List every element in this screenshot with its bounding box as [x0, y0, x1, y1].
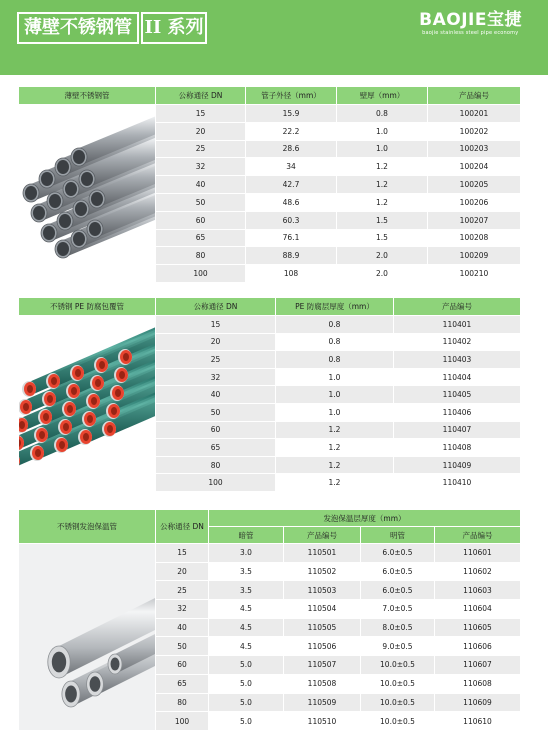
table-row [19, 105, 521, 123]
table-cell: 10.0±0.5 [361, 712, 435, 731]
table-cell: 110607 [435, 656, 521, 675]
table-cell: 9.0±0.5 [361, 637, 435, 656]
table-cell: 110410 [394, 474, 521, 492]
table-cell: 48.6 [246, 193, 337, 211]
table-cell: 15.9 [246, 105, 337, 123]
table-cell: 110402 [394, 333, 521, 351]
table-cell: 20 [156, 122, 246, 140]
table-cell: 28.6 [246, 140, 337, 158]
table-cell: 110601 [435, 544, 521, 563]
table-cell: 100 [156, 712, 209, 731]
table-cell: 110403 [394, 351, 521, 369]
table-cell: 15 [156, 105, 246, 123]
table-cell: 0.8 [276, 333, 394, 351]
table-cell: 4.5 [209, 637, 284, 656]
table-cell: 110408 [394, 439, 521, 457]
table-cell: 3.0 [209, 544, 284, 563]
table-cell: 110602 [435, 562, 521, 581]
table-cell: 8.0±0.5 [361, 618, 435, 637]
table-cell: 50 [156, 403, 276, 421]
brand-tagline: baojie stainless steel pipe economy [422, 30, 519, 36]
table-cell: 100207 [428, 211, 521, 229]
table-cell: 1.0 [276, 368, 394, 386]
pe-coated-pipes-image [19, 319, 156, 487]
table-cell: 6.0±0.5 [361, 544, 435, 563]
column-header: 不锈钢发泡保温管 [19, 510, 156, 544]
table-cell: 110503 [284, 581, 361, 600]
table-cell: 100204 [428, 158, 521, 176]
table-cell: 5.0 [209, 656, 284, 675]
table-cell: 0.8 [276, 316, 394, 334]
column-header: 发泡保温层厚度（mm） [209, 510, 521, 527]
table-cell: 10.0±0.5 [361, 674, 435, 693]
table-cell: 100205 [428, 176, 521, 194]
table-cell: 15 [156, 316, 276, 334]
table-cell: 110510 [284, 712, 361, 731]
table-cell: 1.2 [337, 158, 428, 176]
table-cell: 110603 [435, 581, 521, 600]
table-cell: 5.0 [209, 693, 284, 712]
table-cell: 110506 [284, 637, 361, 656]
table-cell: 108 [246, 265, 337, 283]
table-cell: 22.2 [246, 122, 337, 140]
table-cell: 3.5 [209, 581, 284, 600]
table-cell: 100201 [428, 105, 521, 123]
table-cell: 110406 [394, 403, 521, 421]
table-cell: 100210 [428, 265, 521, 283]
table-cell: 100209 [428, 247, 521, 265]
table-cell: 110404 [394, 368, 521, 386]
table-cell: 100 [156, 265, 246, 283]
thin-wall-pipe-table [18, 86, 521, 283]
column-header: 产品编号 [428, 87, 521, 105]
table-cell: 6.0±0.5 [361, 562, 435, 581]
table-cell: 110504 [284, 600, 361, 619]
table-cell: 80 [156, 693, 209, 712]
table-cell: 110502 [284, 562, 361, 581]
table-cell: 110405 [394, 386, 521, 404]
product-image-cell [19, 544, 156, 731]
pe-coated-pipe-section [18, 297, 520, 492]
table-cell: 40 [156, 176, 246, 194]
column-subheader: 暗管 [209, 527, 284, 544]
table-cell: 20 [156, 562, 209, 581]
table-cell: 100208 [428, 229, 521, 247]
table-cell: 50 [156, 637, 209, 656]
table-cell: 25 [156, 140, 246, 158]
table-cell: 80 [156, 456, 276, 474]
table-cell: 1.2 [276, 439, 394, 457]
table-cell: 32 [156, 158, 246, 176]
table-cell: 110509 [284, 693, 361, 712]
series-title: II 系列 [141, 12, 207, 44]
column-header: 公称通径 DN [156, 87, 246, 105]
table-cell: 32 [156, 368, 276, 386]
page-header [0, 0, 548, 75]
table-cell: 50 [156, 193, 246, 211]
column-header: 公称通径 DN [156, 298, 276, 316]
table-cell: 6.0±0.5 [361, 581, 435, 600]
table-cell: 110407 [394, 421, 521, 439]
column-subheader: 产品编号 [435, 527, 521, 544]
table-cell: 0.8 [276, 351, 394, 369]
page-title: 薄壁不锈钢管 [17, 12, 139, 44]
column-header: 薄壁不锈钢管 [19, 87, 156, 105]
table-cell: 110401 [394, 316, 521, 334]
table-cell: 88.9 [246, 247, 337, 265]
table-cell: 32 [156, 600, 209, 619]
pe-coated-pipe-table [18, 297, 521, 492]
foam-insulated-pipes-image [19, 544, 156, 730]
table-cell: 60 [156, 211, 246, 229]
table-cell: 60.3 [246, 211, 337, 229]
table-cell: 2.0 [337, 265, 428, 283]
table-cell: 42.7 [246, 176, 337, 194]
column-header: PE 防腐层厚度（mm） [276, 298, 394, 316]
foam-insulated-pipe-table [18, 509, 521, 731]
table-cell: 110409 [394, 456, 521, 474]
table-cell: 40 [156, 618, 209, 637]
table-cell: 4.5 [209, 600, 284, 619]
column-subheader: 明管 [361, 527, 435, 544]
table-cell: 1.0 [276, 386, 394, 404]
table-cell: 2.0 [337, 247, 428, 265]
table-cell: 10.0±0.5 [361, 693, 435, 712]
foam-insulated-pipe-section [18, 509, 520, 731]
product-image-cell [19, 105, 156, 283]
table-cell: 110606 [435, 637, 521, 656]
column-header: 管子外径（mm） [246, 87, 337, 105]
table-cell: 5.0 [209, 712, 284, 731]
product-image-cell [19, 316, 156, 492]
table-cell: 65 [156, 674, 209, 693]
table-cell: 1.0 [337, 140, 428, 158]
table-cell: 60 [156, 421, 276, 439]
table-cell: 110610 [435, 712, 521, 731]
table-cell: 60 [156, 656, 209, 675]
table-cell: 3.5 [209, 562, 284, 581]
table-cell: 110508 [284, 674, 361, 693]
column-header: 公称通径 DN [156, 510, 209, 544]
column-header: 不锈钢 PE 防腐包覆管 [19, 298, 156, 316]
table-row [19, 544, 521, 563]
thin-wall-pipe-section [18, 86, 520, 283]
stainless-steel-pipes-image [19, 109, 156, 277]
table-cell: 7.0±0.5 [361, 600, 435, 619]
table-cell: 110501 [284, 544, 361, 563]
column-header: 壁厚（mm） [337, 87, 428, 105]
table-cell: 1.2 [337, 193, 428, 211]
table-cell: 1.2 [276, 474, 394, 492]
table-cell: 20 [156, 333, 276, 351]
table-cell: 65 [156, 229, 246, 247]
brand-logo [419, 10, 522, 37]
table-cell: 15 [156, 544, 209, 563]
table-cell: 1.5 [337, 211, 428, 229]
table-cell: 25 [156, 351, 276, 369]
table-cell: 25 [156, 581, 209, 600]
table-cell: 1.0 [337, 122, 428, 140]
table-cell: 76.1 [246, 229, 337, 247]
table-cell: 65 [156, 439, 276, 457]
table-cell: 100 [156, 474, 276, 492]
table-cell: 34 [246, 158, 337, 176]
table-cell: 4.5 [209, 618, 284, 637]
table-cell: 110609 [435, 693, 521, 712]
table-cell: 110605 [435, 618, 521, 637]
table-cell: 110608 [435, 674, 521, 693]
table-cell: 100202 [428, 122, 521, 140]
table-cell: 1.5 [337, 229, 428, 247]
table-cell: 1.2 [276, 456, 394, 474]
table-cell: 1.2 [276, 421, 394, 439]
table-cell: 40 [156, 386, 276, 404]
table-cell: 1.0 [276, 403, 394, 421]
column-header: 产品编号 [394, 298, 521, 316]
column-subheader: 产品编号 [284, 527, 361, 544]
table-row [19, 316, 521, 334]
table-cell: 100203 [428, 140, 521, 158]
table-cell: 110507 [284, 656, 361, 675]
table-cell: 80 [156, 247, 246, 265]
table-cell: 110604 [435, 600, 521, 619]
table-cell: 100206 [428, 193, 521, 211]
table-cell: 0.8 [337, 105, 428, 123]
table-cell: 5.0 [209, 674, 284, 693]
table-cell: 10.0±0.5 [361, 656, 435, 675]
brand-name: BAOJIE宝捷 [419, 10, 522, 30]
table-cell: 1.2 [337, 176, 428, 194]
table-cell: 110505 [284, 618, 361, 637]
